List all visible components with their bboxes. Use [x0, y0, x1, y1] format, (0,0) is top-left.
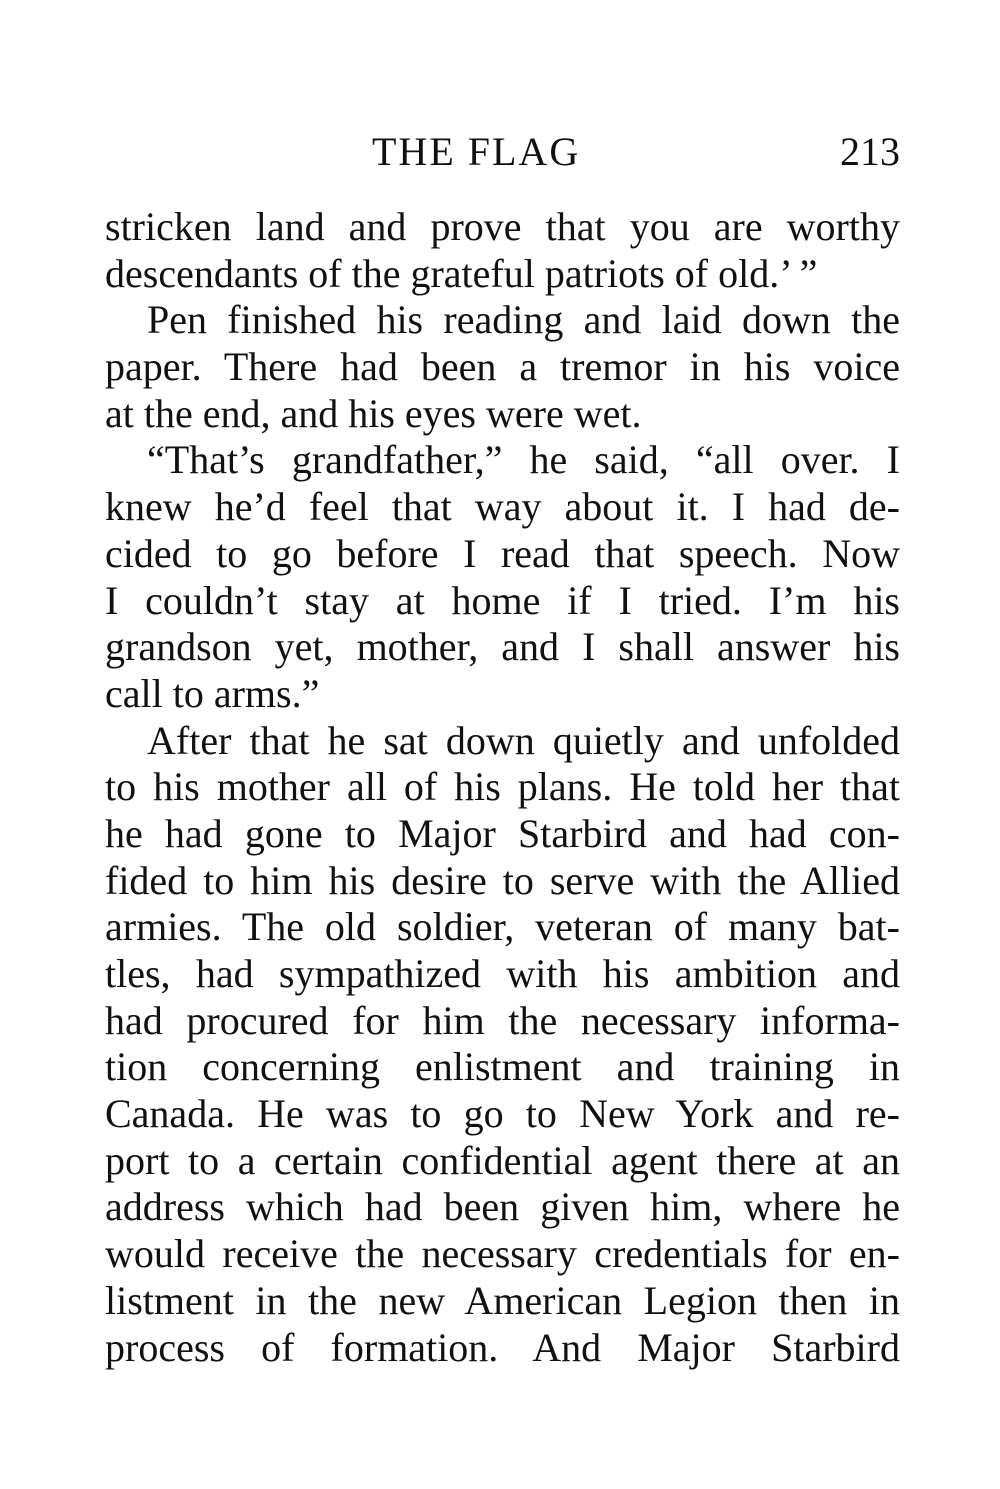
text-line: listment in the new American Legion then in	[105, 1277, 900, 1323]
text-line: would receive the necessary credentials for en-	[105, 1231, 900, 1277]
text-line: Pen finished his reading and laid down the	[147, 297, 900, 343]
text-line: “That’s grandfather,” he said, “all over. I	[147, 437, 900, 483]
text-line: knew he’d feel that way about it. I had de-	[105, 484, 900, 530]
text-line: call to arms.”	[105, 670, 320, 716]
running-head: THE FLAG	[372, 129, 581, 174]
text-line: stricken land and prove that you are worthy	[105, 204, 900, 249]
page-header	[105, 128, 900, 188]
text-line: had procured for him the necessary informa-	[105, 997, 900, 1043]
text-line: he had gone to Major Starbird and had con-	[105, 810, 900, 856]
text-line: address which had been given him, where he	[105, 1184, 900, 1230]
text-line: cided to go before I read that speech. Now	[105, 530, 900, 576]
text-line: to his mother all of his plans. He told her that	[105, 764, 900, 810]
text-line: paper. There had been a tremor in his voice	[105, 344, 900, 390]
text-line: at the end, and his eyes were wet.	[105, 390, 642, 436]
text-line: I couldn’t stay at home if I tried. I’m his	[105, 577, 900, 623]
text-line: After that he sat down quietly and unfolded	[147, 717, 900, 763]
text-line: tles, had sympathized with his ambition and	[105, 951, 900, 996]
text-line: fided to him his desire to serve with the Allied	[105, 857, 900, 903]
text-line: Canada. He was to go to New York and re-	[105, 1091, 900, 1137]
text-line: grandson yet, mother, and I shall answer his	[105, 624, 900, 670]
text-line: descendants of the grateful patriots of old.’ ”	[105, 250, 818, 296]
text-line: armies. The old soldier, veteran of many bat-	[105, 904, 900, 950]
text-line: tion concerning enlistment and training in	[105, 1044, 900, 1090]
body-text	[105, 204, 900, 1371]
text-line: port to a certain confidential agent there at an	[105, 1137, 900, 1183]
text-line: process of formation. And Major Starbird	[105, 1324, 900, 1370]
page-number: 213	[840, 129, 900, 174]
